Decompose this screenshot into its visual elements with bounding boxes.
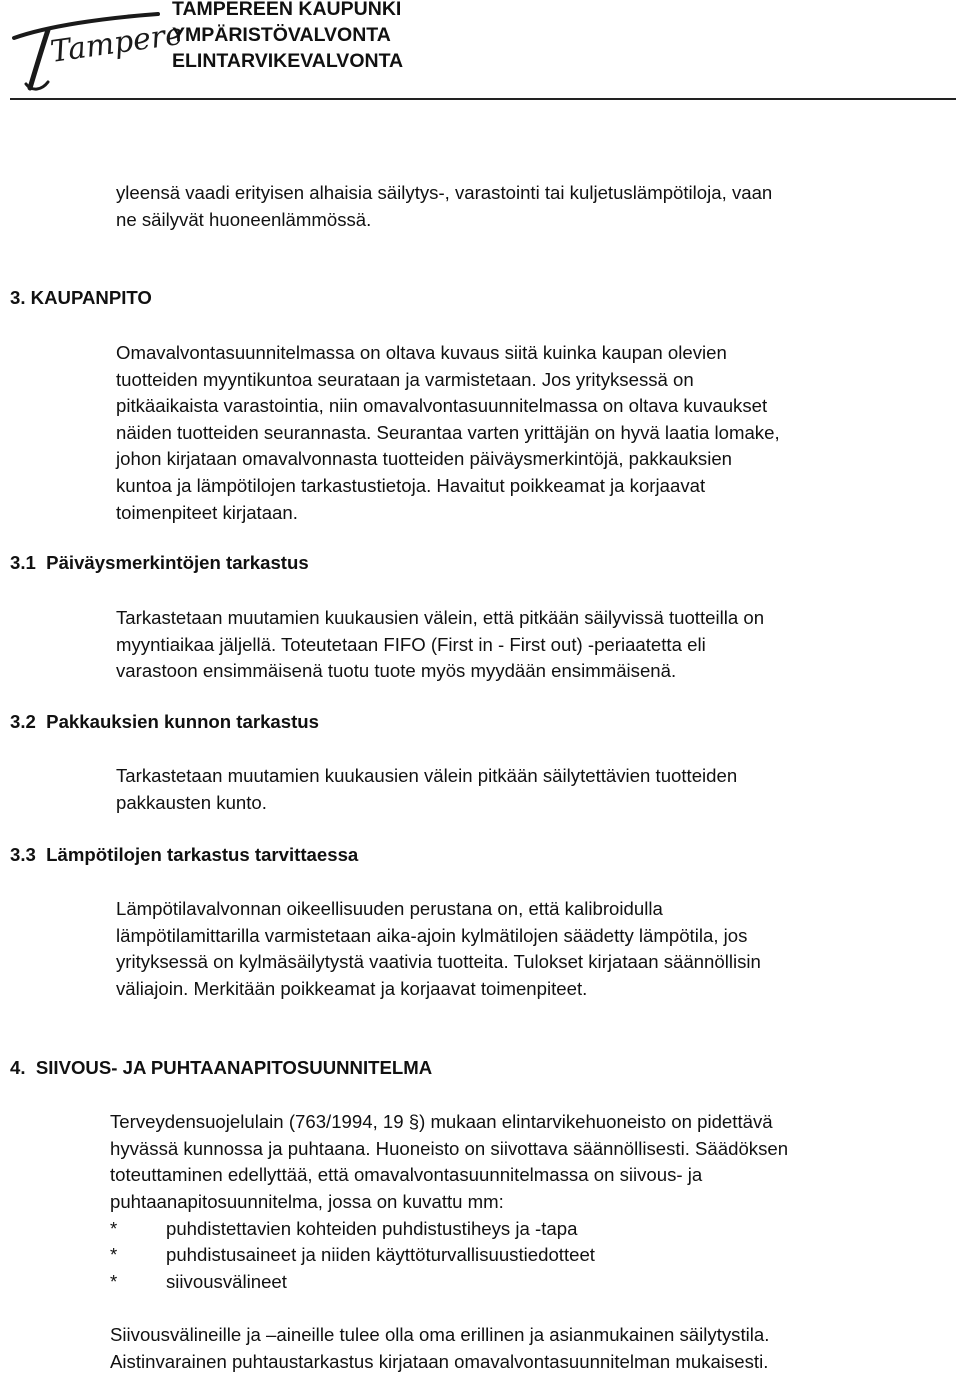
bullet-marker: * <box>110 1244 118 1265</box>
paragraph-line: varastoon ensimmäisenä tuotu tuote myös myydään ensimmäisenä. <box>116 660 677 682</box>
paragraph-line: Terveydensuojelulain (763/1994, 19 §) mukaan elintarvikehuoneisto on pidettävä <box>110 1111 773 1132</box>
page-header <box>0 0 960 104</box>
paragraph-line: yleensä vaadi erityisen alhaisia säilytys-, varastointi tai kuljetuslämpötiloja, vaan <box>116 182 773 203</box>
section-3-3-heading: 3.3 Lämpötilojen tarkastus tarvittaessa <box>10 844 359 865</box>
section-4-closing-paragraph <box>110 1322 769 1375</box>
section-3-paragraph <box>116 340 780 526</box>
section-3-3-paragraph <box>116 896 761 1002</box>
paragraph-line: puhtaanapitosuunnitelma, jossa on kuvattu mm: <box>110 1190 504 1212</box>
paragraph-line: näiden tuotteiden seurannasta. Seurantaa varten yrittäjän on hyvä laatia lomake, <box>116 421 780 443</box>
bullet-text: siivousvälineet <box>166 1271 287 1292</box>
paragraph-line: toimenpiteet kirjataan. <box>116 501 298 523</box>
paragraph-line: lämpötilamittarilla varmistetaan aika-ajoin kylmätilojen säädetty lämpötila, jos <box>116 924 748 946</box>
bullet-text: puhdistettavien kohteiden puhdistustiheys ja -tapa <box>166 1218 578 1239</box>
tampere-logo <box>8 4 185 96</box>
paragraph-line: Tarkastetaan muutamien kuukausien välein, että pitkään säilyvissä tuotteilla on <box>116 607 765 628</box>
paragraph-line: Lämpötilavalvonnan oikeellisuuden perustana on, että kalibroidulla <box>116 898 663 919</box>
section-4-paragraph <box>110 1109 788 1215</box>
paragraph-line: kuntoa ja lämpötilojen tarkastustietoja. Havaitut poikkeamat ja korjaavat <box>116 474 706 496</box>
bullet-marker: * <box>110 1271 118 1292</box>
paragraph-line: väliajoin. Merkitään poikkeamat ja korjaavat toimenpiteet. <box>116 977 588 999</box>
paragraph-line: pakkausten kunto. <box>116 791 267 813</box>
paragraph-line: Tarkastetaan muutamien kuukausien välein pitkään säilytettävien tuotteiden <box>116 765 738 786</box>
bullet-marker: * <box>110 1218 118 1239</box>
section-3-heading: 3. KAUPANPITO <box>10 287 152 308</box>
header-divider <box>10 98 956 100</box>
section-3-1-heading: 3.1 Päiväysmerkintöjen tarkastus <box>10 552 309 573</box>
paragraph-line: tuotteiden myyntikuntoa seurataan ja varmistetaan. Jos yrityksessä on <box>116 368 694 390</box>
org-line-department: YMPÄRISTÖVALVONTA <box>172 24 391 46</box>
paragraph-line: pitkäaikaista varastointia, niin omavalvontasuunnitelmassa on oltava kuvaukset <box>116 395 768 417</box>
logo-wordmark: Tampere <box>48 16 185 70</box>
paragraph-line: myyntiaikaa jäljellä. Toteutetaan FIFO (First in - First out) -periaatetta eli <box>116 633 706 655</box>
org-line-unit: ELINTARVIKEVALVONTA <box>172 50 404 72</box>
paragraph-line: toteuttaminen edellyttää, että omavalvontasuunnitelmassa on siivous- ja <box>110 1164 703 1186</box>
paragraph-line: Siivousvälineille ja –aineille tulee olla oma erillinen ja asianmukainen säilytystila. <box>110 1324 770 1345</box>
paragraph-line: hyvässä kunnossa ja puhtaana. Huoneisto on siivottava säännöllisesti. Säädöksen <box>110 1137 789 1159</box>
paragraph-line: johon kirjataan omavalvonnasta tuotteiden päiväysmerkintöjä, pakkauksien <box>116 448 733 470</box>
organization-name <box>172 0 403 74</box>
paragraph-line: Aistinvarainen puhtaustarkastus kirjataan omavalvontasuunnitelman mukaisesti. <box>110 1350 769 1372</box>
section-3-2-heading: 3.2 Pakkauksien kunnon tarkastus <box>10 711 319 732</box>
paragraph-line: Omavalvontasuunnitelmassa on oltava kuvaus siitä kuinka kaupan olevien <box>116 342 727 363</box>
paragraph-line: ne säilyvät huoneenlämmössä. <box>116 208 372 230</box>
section-3-1-paragraph <box>116 605 764 685</box>
section-3-2-paragraph <box>116 763 737 816</box>
section-4-heading: 4. SIIVOUS- JA PUHTAANAPITOSUUNNITELMA <box>10 1057 433 1078</box>
bullet-text: puhdistusaineet ja niiden käyttöturvallisuustiedotteet <box>166 1244 595 1265</box>
org-line-city: TAMPEREEN KAUPUNKI <box>172 0 402 20</box>
intro-paragraph <box>116 180 772 233</box>
paragraph-line: yrityksessä on kylmäsäilytystä vaativia tuotteita. Tulokset kirjataan säännöllisin <box>116 951 761 973</box>
